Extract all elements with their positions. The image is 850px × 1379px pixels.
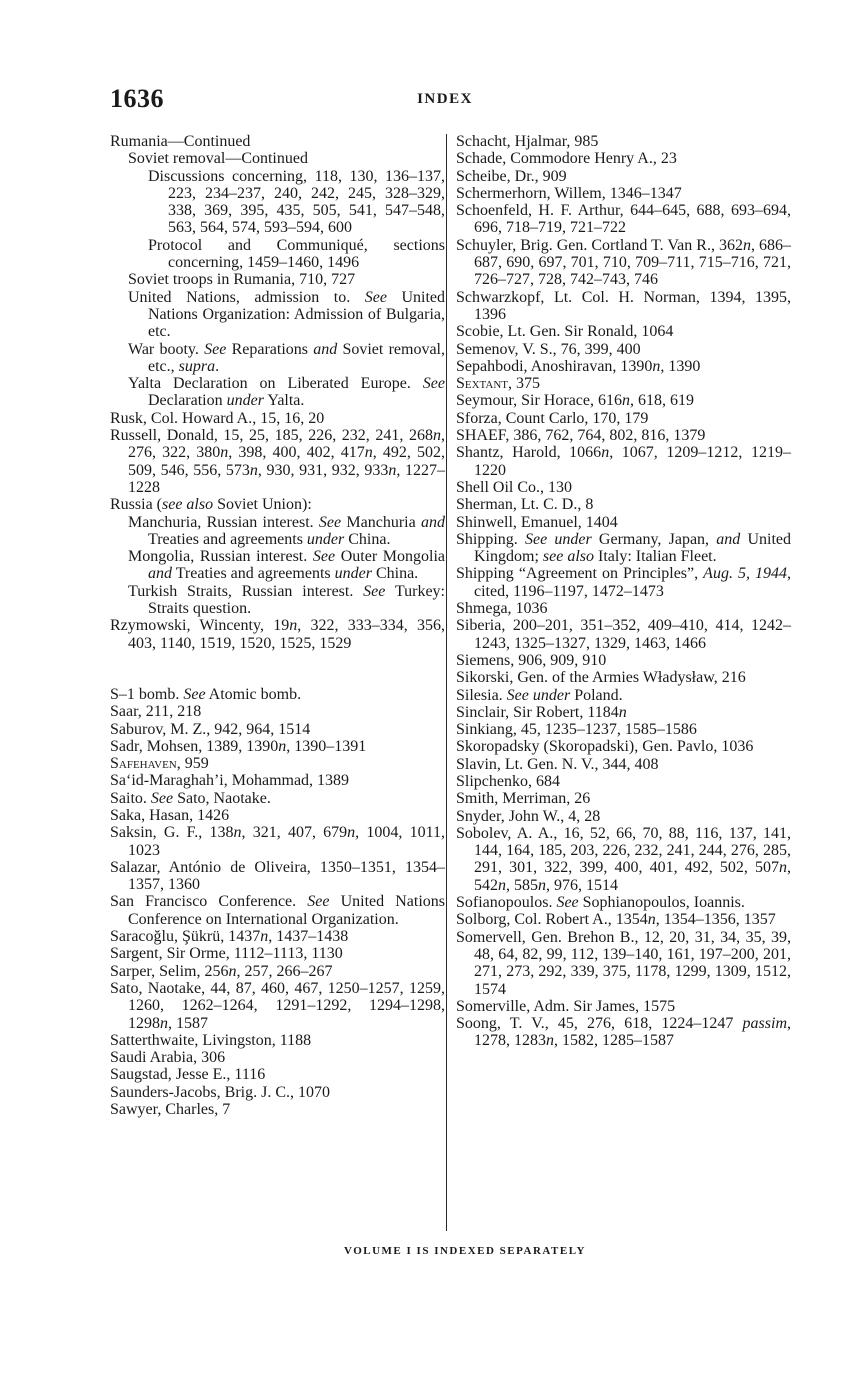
entry-text: under bbox=[226, 392, 264, 410]
entry-text: see also bbox=[162, 496, 214, 514]
index-entry bbox=[456, 704, 791, 721]
entry-text: Discussions concerning, 118, 130, 136–137, 223, 234–237, 240, 242, 245, 328–329, 338, 369, 395, 435, 505, 541, 547–548, 563, 564, 574, 593–594, 600 bbox=[148, 167, 445, 237]
entry-text: n bbox=[498, 876, 506, 894]
index-entry bbox=[456, 444, 791, 479]
entry-text: Shinwell, Emanuel, 1404 bbox=[456, 513, 618, 531]
index-entry bbox=[456, 1015, 791, 1050]
index-entry bbox=[456, 410, 791, 427]
entry-text: Sadr, Mohsen, 1389, 1390 bbox=[110, 737, 279, 755]
entry-text: See bbox=[183, 685, 206, 703]
entry-text: n bbox=[364, 444, 373, 462]
index-entry bbox=[456, 929, 791, 998]
entry-text: Rzymowski, Wincenty, 19 bbox=[110, 617, 290, 635]
entry-text: Saar, 211, 218 bbox=[110, 703, 202, 721]
index-entry bbox=[110, 755, 445, 772]
entry-text: , 321, 407, 679 bbox=[241, 824, 348, 842]
index-subentry bbox=[110, 150, 445, 167]
entry-text: Schuyler, Brig. Gen. Cortland T. Van R., 362 bbox=[456, 236, 743, 254]
index-entry bbox=[456, 617, 791, 652]
entry-text: n bbox=[433, 427, 441, 445]
entry-text: passim bbox=[742, 1015, 787, 1033]
entry-text: n bbox=[546, 1032, 554, 1050]
entry-text: n bbox=[278, 737, 287, 755]
entry-text: Outer Mongolia bbox=[335, 548, 446, 566]
entry-text: , 1067, 1209–1212, 1219–1220 bbox=[474, 444, 791, 479]
index-entry bbox=[110, 824, 445, 859]
entry-text: Slipchenko, 684 bbox=[456, 772, 560, 790]
index-entry bbox=[456, 341, 791, 358]
entry-text: Shipping. bbox=[456, 530, 525, 548]
index-entry bbox=[110, 133, 445, 150]
entry-text: , 276, 322, 380 bbox=[128, 427, 445, 462]
index-entry bbox=[456, 375, 791, 392]
index-subentry bbox=[110, 514, 445, 549]
entry-text: n bbox=[289, 617, 298, 635]
entry-text: n bbox=[160, 1014, 168, 1032]
entry-text: n bbox=[249, 461, 258, 479]
entry-text: Schermerhorn, Willem, 1346–1347 bbox=[456, 184, 682, 202]
entry-text: Manchuria, Russian interest. bbox=[128, 513, 319, 531]
entry-text: Shipping “Agreement on Principles”, bbox=[456, 565, 704, 583]
index-entry bbox=[110, 496, 445, 513]
entry-text: United Nations Conference on International Organization. bbox=[128, 893, 446, 928]
entry-text: Italy: Italian Fleet. bbox=[594, 548, 717, 566]
entry-text: United Nations, admission to. bbox=[128, 288, 365, 306]
index-entry bbox=[110, 1066, 445, 1083]
entry-text: Shantz, Harold, 1066 bbox=[456, 444, 602, 462]
entry-text: SHAEF, 386, 762, 764, 802, 816, 1379 bbox=[456, 427, 706, 445]
index-entry bbox=[110, 945, 445, 962]
entry-text: n bbox=[618, 703, 627, 721]
entry-text: See bbox=[556, 894, 579, 912]
entry-text: See bbox=[150, 789, 174, 807]
index-entry bbox=[110, 410, 445, 427]
entry-text: See bbox=[422, 375, 445, 393]
entry-text: Declaration bbox=[148, 392, 227, 410]
entry-text: and bbox=[313, 340, 338, 358]
entry-text: China. bbox=[344, 530, 391, 548]
entry-text: Silesia. bbox=[456, 686, 507, 704]
index-entry bbox=[110, 963, 445, 980]
entry-text: , 492, 502, 509, 546, 556, 573 bbox=[128, 444, 445, 479]
entry-text: , 1587 bbox=[168, 1014, 208, 1032]
index-entry bbox=[456, 790, 791, 807]
index-entry bbox=[456, 289, 791, 324]
index-entry bbox=[456, 894, 791, 911]
entry-text: Snyder, John W., 4, 28 bbox=[456, 807, 601, 825]
entry-text: n bbox=[652, 357, 661, 375]
entry-text: n bbox=[779, 859, 787, 877]
index-entry bbox=[456, 738, 791, 755]
entry-text: Treaties and agreements bbox=[148, 530, 307, 548]
index-entry bbox=[456, 825, 791, 894]
entry-text: , 257, 266–267 bbox=[236, 962, 333, 980]
entry-text: n bbox=[233, 824, 242, 842]
entry-text: See bbox=[204, 340, 227, 358]
page-number: 1636 bbox=[110, 84, 164, 113]
entry-text: Sargent, Sir Orme, 1112–1113, 1130 bbox=[110, 945, 343, 963]
entry-text: Salazar, António de Oliveira, 1350–1351, 1354–1357, 1360 bbox=[110, 858, 445, 894]
index-entry bbox=[456, 652, 791, 669]
entry-text: China. bbox=[371, 565, 419, 583]
entry-text: Shell Oil Co., 130 bbox=[456, 478, 573, 496]
index-entry bbox=[456, 496, 791, 513]
entry-text: Siemens, 906, 909, 910 bbox=[456, 651, 607, 669]
entry-text: Saracoğlu, Şükrü, 1437 bbox=[110, 928, 261, 946]
entry-text: , 1437–1438 bbox=[268, 928, 349, 946]
index-entry bbox=[456, 669, 791, 686]
entry-text: n bbox=[622, 392, 630, 410]
index-entry bbox=[456, 756, 791, 773]
index-entry bbox=[456, 185, 791, 202]
entry-text: see also bbox=[542, 548, 594, 566]
entry-text: under bbox=[306, 530, 345, 548]
entry-text: Reparations bbox=[226, 340, 314, 358]
entry-text: Saugstad, Jesse E., 1116 bbox=[110, 1066, 266, 1084]
index-subentry bbox=[110, 271, 445, 288]
index-entry bbox=[110, 703, 445, 720]
index-entry bbox=[110, 1084, 445, 1101]
entry-text: Manchuria bbox=[341, 513, 421, 531]
index-entry bbox=[110, 1049, 445, 1066]
entry-text: Saudi Arabia, 306 bbox=[110, 1049, 226, 1067]
entry-text: United Kingdom; bbox=[474, 530, 792, 566]
entry-text: Sinkiang, 45, 1235–1237, 1585–1586 bbox=[456, 721, 697, 739]
entry-text: War booty. bbox=[128, 340, 205, 358]
entry-text: Seymour, Sir Horace, 616 bbox=[456, 392, 622, 410]
index-entry bbox=[456, 392, 791, 409]
index-subentry bbox=[110, 548, 445, 583]
entry-text: Scheibe, Dr., 909 bbox=[456, 167, 567, 185]
index-entry bbox=[110, 859, 445, 894]
entry-text: See bbox=[363, 582, 386, 600]
entry-text: and bbox=[716, 530, 741, 548]
entry-text: . bbox=[215, 357, 220, 375]
entry-text: Smith, Merriman, 26 bbox=[456, 790, 591, 808]
entry-text: Sarper, Selim, 256 bbox=[110, 962, 229, 980]
entry-text: , 585 bbox=[506, 876, 538, 894]
entry-text: , 1354–1356, 1357 bbox=[655, 911, 776, 929]
entry-text: , 618, 619 bbox=[630, 392, 694, 410]
entry-text: Saksin, G. F., 138 bbox=[110, 824, 234, 842]
index-entry bbox=[110, 427, 445, 496]
entry-text: Schacht, Hjalmar, 985 bbox=[456, 133, 599, 150]
entry-text: , 1004, 1011, 1023 bbox=[128, 824, 445, 859]
running-head: INDEX bbox=[417, 91, 473, 107]
entry-text: n bbox=[538, 876, 546, 894]
entry-text: Slavin, Lt. Gen. N. V., 344, 408 bbox=[456, 755, 659, 773]
entry-text: Sextant bbox=[456, 375, 509, 393]
entry-text: , 1227–1228 bbox=[128, 461, 445, 496]
entry-text: , 1390 bbox=[660, 357, 701, 375]
section-gap bbox=[110, 652, 445, 686]
index-entry bbox=[456, 168, 791, 185]
index-subentry bbox=[110, 168, 445, 237]
index-subentry bbox=[110, 341, 445, 376]
index-entry bbox=[456, 998, 791, 1015]
entry-text: Saito. bbox=[110, 789, 151, 807]
entry-text: United Nations Organization: Admission of Bulgaria, etc. bbox=[148, 288, 446, 341]
entry-text: Soviet Union): bbox=[213, 496, 312, 514]
index-entry bbox=[456, 427, 791, 444]
entry-text: Saka, Hasan, 1426 bbox=[110, 806, 230, 824]
index-entry bbox=[456, 358, 791, 375]
entry-text: under bbox=[334, 565, 372, 583]
index-entry bbox=[110, 721, 445, 738]
entry-text: Poland. bbox=[570, 686, 623, 704]
index-entry bbox=[456, 202, 791, 237]
entry-text: supra bbox=[178, 357, 216, 375]
entry-text: n bbox=[601, 444, 610, 462]
index-entry bbox=[456, 514, 791, 531]
entry-text: See bbox=[312, 548, 336, 566]
entry-text: Saunders-Jacobs, Brig. J. C., 1070 bbox=[110, 1083, 330, 1101]
entry-text: Sherman, Lt. C. D., 8 bbox=[456, 496, 594, 514]
entry-text: and bbox=[421, 513, 445, 531]
entry-text: n bbox=[260, 928, 269, 946]
entry-text: Soviet troops in Rumania, 710, 727 bbox=[128, 271, 356, 289]
index-entry bbox=[456, 479, 791, 496]
entry-text: , 375 bbox=[508, 375, 541, 393]
entry-text: , 1390–1391 bbox=[286, 737, 367, 755]
entry-text: , 322, 333–334, 356, 403, 1140, 1519, 1520, 1525, 1529 bbox=[128, 617, 445, 652]
entry-text: , 930, 931, 932, 933 bbox=[257, 461, 389, 479]
entry-text: San Francisco Conference. bbox=[110, 893, 308, 911]
entry-text: Sofianopoulos. bbox=[456, 894, 557, 912]
footer-note: VOLUME I IS INDEXED SEPARATELY bbox=[343, 1245, 586, 1257]
entry-text: Atomic bomb. bbox=[205, 685, 302, 703]
entry-text: , 398, 400, 402, 417 bbox=[228, 444, 365, 462]
entry-text: Sinclair, Sir Robert, 1184 bbox=[456, 703, 619, 721]
entry-text: Sophianopoulos, Ioannis. bbox=[578, 894, 745, 912]
index-entry bbox=[110, 1032, 445, 1049]
index-subentry bbox=[110, 583, 445, 618]
entry-text: Schade, Commodore Henry A., 23 bbox=[456, 150, 677, 168]
entry-text: Siberia, 200–201, 351–352, 409–410, 414, 1242–1243, 1325–1327, 1329, 1463, 1466 bbox=[456, 617, 791, 652]
entry-text: n bbox=[228, 962, 237, 980]
entry-text: n bbox=[347, 824, 356, 842]
index-entry bbox=[110, 807, 445, 824]
index-column-left bbox=[110, 133, 445, 1118]
entry-text: See under bbox=[506, 686, 571, 704]
entry-text: , cited, 1196–1197, 1472–1473 bbox=[474, 565, 791, 600]
index-entry bbox=[456, 237, 791, 289]
entry-text: and bbox=[148, 565, 172, 583]
entry-text: Sawyer, Charles, 7 bbox=[110, 1101, 231, 1119]
index-entry bbox=[456, 600, 791, 617]
entry-text: Saburov, M. Z., 942, 964, 1514 bbox=[110, 720, 311, 738]
entry-text: Sa‘id-Maraghah’i, Mohammad, 1389 bbox=[110, 772, 350, 790]
index-entry bbox=[456, 687, 791, 704]
entry-text: Soong, T. V., 45, 276, 618, 1224–1247 bbox=[456, 1015, 743, 1033]
index-entry bbox=[456, 150, 791, 167]
entry-text: n bbox=[388, 461, 397, 479]
entry-text: Turkey: Straits question. bbox=[148, 582, 445, 618]
entry-text: Turkish Straits, Russian interest. bbox=[128, 582, 364, 600]
index-entry bbox=[456, 133, 791, 150]
entry-text: , 686–687, 690, 697, 701, 710, 709–711, 715–716, 721, 726–727, 728, 742–743, 746 bbox=[474, 236, 792, 289]
index-entry bbox=[110, 738, 445, 755]
entry-text: , 976, 1514 bbox=[546, 876, 618, 894]
index-entry bbox=[110, 686, 445, 703]
index-subentry bbox=[110, 237, 445, 272]
entry-text: Sobolev, A. A., 16, 52, 66, 70, 88, 116, 137, 141, 144, 164, 185, 203, 226, 232, 241, 244, 276, 285, 291, 301, 322, 399, 400, 401, 492, 502, 507 bbox=[456, 824, 791, 877]
entry-text: Somerville, Adm. Sir James, 1575 bbox=[456, 997, 676, 1015]
entry-text: Scobie, Lt. Gen. Sir Ronald, 1064 bbox=[456, 323, 674, 341]
entry-text: Protocol and Communiqué, sections concerning, 1459–1460, 1496 bbox=[148, 236, 445, 272]
index-entry bbox=[110, 980, 445, 1032]
entry-text: Satterthwaite, Livingston, 1188 bbox=[110, 1031, 312, 1049]
entry-text: , 542 bbox=[474, 859, 791, 894]
entry-text: , 1582, 1285–1587 bbox=[554, 1032, 674, 1050]
entry-text: Germany, Japan, bbox=[591, 530, 717, 548]
entry-text: Treaties and agreements bbox=[172, 565, 335, 583]
index-column-right bbox=[456, 133, 791, 1050]
entry-text: Mongolia, Russian interest. bbox=[128, 548, 313, 566]
entry-text: Somervell, Gen. Brehon B., 12, 20, 31, 34, 35, 39, 48, 64, 82, 99, 112, 139–140, 161, 197–200, 201, 271, 273, 292, 339, 375, 1178, 1299, 1309, 1512, 1574 bbox=[456, 928, 791, 998]
index-entry bbox=[456, 773, 791, 790]
entry-text: Rusk, Col. Howard A., 15, 16, 20 bbox=[110, 409, 325, 427]
entry-text: Aug. 5, 1944 bbox=[703, 565, 787, 583]
entry-text: , 959 bbox=[176, 755, 209, 773]
entry-text: S–1 bomb. bbox=[110, 685, 184, 703]
column-divider bbox=[446, 134, 447, 1231]
index-entry bbox=[456, 721, 791, 738]
index-entry bbox=[110, 893, 445, 928]
index-entry bbox=[110, 790, 445, 807]
entry-text: See bbox=[318, 513, 342, 531]
entry-text: n bbox=[647, 911, 656, 929]
entry-text: See bbox=[364, 288, 387, 306]
index-entry bbox=[456, 911, 791, 928]
entry-text: Russia ( bbox=[110, 496, 162, 514]
entry-text: Schwarzkopf, Lt. Col. H. Norman, 1394, 1395, 1396 bbox=[456, 288, 791, 323]
entry-text: Sforza, Count Carlo, 170, 179 bbox=[456, 409, 649, 427]
entry-text: n bbox=[743, 236, 751, 254]
index-entry bbox=[110, 617, 445, 652]
entry-text: Sepahbodi, Anoshiravan, 1390 bbox=[456, 357, 653, 375]
entry-text: See bbox=[307, 893, 330, 911]
entry-text: Shmega, 1036 bbox=[456, 600, 548, 618]
index-subentry bbox=[110, 289, 445, 341]
entry-text: See under bbox=[525, 530, 592, 548]
entry-text: Soviet removal, etc., bbox=[148, 340, 445, 375]
entry-text: Soviet removal—Continued bbox=[128, 150, 308, 168]
entry-text: Safehaven bbox=[110, 755, 177, 773]
index-subentry bbox=[110, 375, 445, 410]
entry-text: Skoropadsky (Skoropadski), Gen. Pavlo, 1036 bbox=[456, 738, 754, 756]
entry-text: Semenov, V. S., 76, 399, 400 bbox=[456, 340, 641, 358]
index-entry bbox=[456, 808, 791, 825]
entry-text: Schoenfeld, H. F. Arthur, 644–645, 688, 693–694, 696, 718–719, 721–722 bbox=[456, 202, 791, 237]
index-entry bbox=[456, 323, 791, 340]
entry-text: n bbox=[220, 444, 229, 462]
entry-text: Sikorski, Gen. of the Armies Władysław, 216 bbox=[456, 669, 746, 687]
index-entry bbox=[110, 772, 445, 789]
entry-text: Sato, Naotake, 44, 87, 460, 467, 1250–1257, 1259, 1260, 1262–1264, 1291–1292, 1294–1298, 1298 bbox=[110, 979, 445, 1032]
entry-text: Solborg, Col. Robert A., 1354 bbox=[456, 911, 648, 929]
entry-text: , 1278, 1283 bbox=[474, 1015, 791, 1050]
entry-text: Russell, Donald, 15, 25, 185, 226, 232, 241, 268 bbox=[110, 427, 433, 445]
index-entry bbox=[110, 1101, 445, 1118]
entry-text: Yalta. bbox=[263, 392, 305, 410]
index-entry bbox=[456, 565, 791, 600]
index-entry bbox=[456, 531, 791, 566]
entry-text: Rumania—Continued bbox=[110, 133, 251, 150]
entry-text: Sato, Naotake. bbox=[173, 789, 271, 807]
index-entry bbox=[110, 928, 445, 945]
entry-text: Yalta Declaration on Liberated Europe. bbox=[128, 375, 423, 393]
